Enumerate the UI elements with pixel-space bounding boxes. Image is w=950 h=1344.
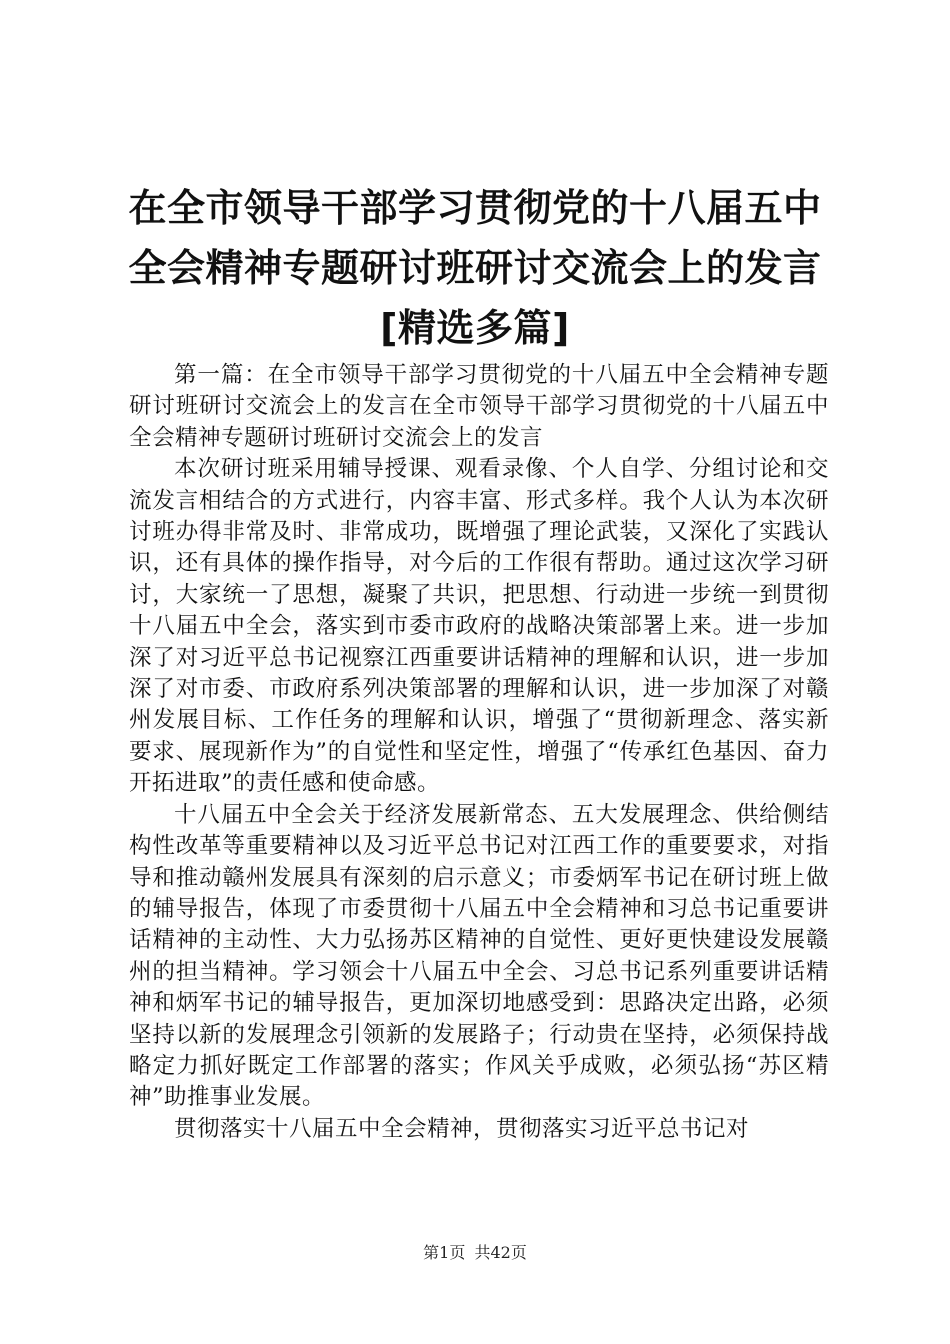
paragraph-1: 第一篇：在全市领导干部学习贯彻党的十八届五中全会精神专题研讨班研讨交流会上的发言在全市领导干部学习贯彻党的十八届五中全会精神专题研讨班研讨交流会上的发言: [129, 362, 829, 451]
paragraph-4: 贯彻落实十八届五中全会精神，贯彻落实习近平总书记对: [174, 1115, 750, 1142]
page-number-footer: [0, 1243, 950, 1263]
document-body: [129, 360, 829, 1145]
page-number: 第1页: [423, 1243, 466, 1262]
paragraph-2: 本次研讨班采用辅导授课、观看录像、个人自学、分组讨论和交流发言相结合的方式进行，内容丰富、形式多样。我个人认为本次研讨班办得非常及时、非常成功，既增强了理论武装，又深化了实践认识，还有具体的操作指导，对今后的工作很有帮助。通过这次学习研讨，大家统一了思想，凝聚了共识，把思想、行动进一步统一到贯彻十八届五中全会，落实到市委市政府的战略决策部署上来。进一步加深了对习近平总书记视察江西重要讲话精神的理解和认识，进一步加深了对市委、市政府系列决策部署的理解和认识，进一步加深了对赣州发展目标、工作任务的理解和认识，增强了“贯彻新理念、落实新要求、展现新作为”的自觉性和坚定性，增强了“传承红色基因、奋力开拓进取”的责任感和使命感。: [129, 456, 829, 797]
document-title: 在全市领导干部学习贯彻党的十八届五中全会精神专题研讨班研讨交流会上的发言[精选多篇]: [128, 186, 822, 350]
paragraph-3: 十八届五中全会关于经济发展新常态、五大发展理念、供给侧结构性改革等重要精神以及习近平总书记对江西工作的重要要求，对指导和推动赣州发展具有深刻的启示意义；市委炳军书记在研讨班上做的辅导报告，体现了市委贯彻十八届五中全会精神和习总书记重要讲话精神的主动性、大力弘扬苏区精神的自觉性、更好更快建设发展赣州的担当精神。学习领会十八届五中全会、习总书记系列重要讲话精神和炳军书记的辅导报告，更加深切地感受到：思路决定出路，必须坚持以新的发展理念引领新的发展路子；行动贵在坚持，必须保持战略定力抓好既定工作部署的落实；作风关乎成败，必须弘扬“苏区精神”助推事业发展。: [129, 801, 829, 1111]
page-total: 共42页: [474, 1243, 527, 1262]
